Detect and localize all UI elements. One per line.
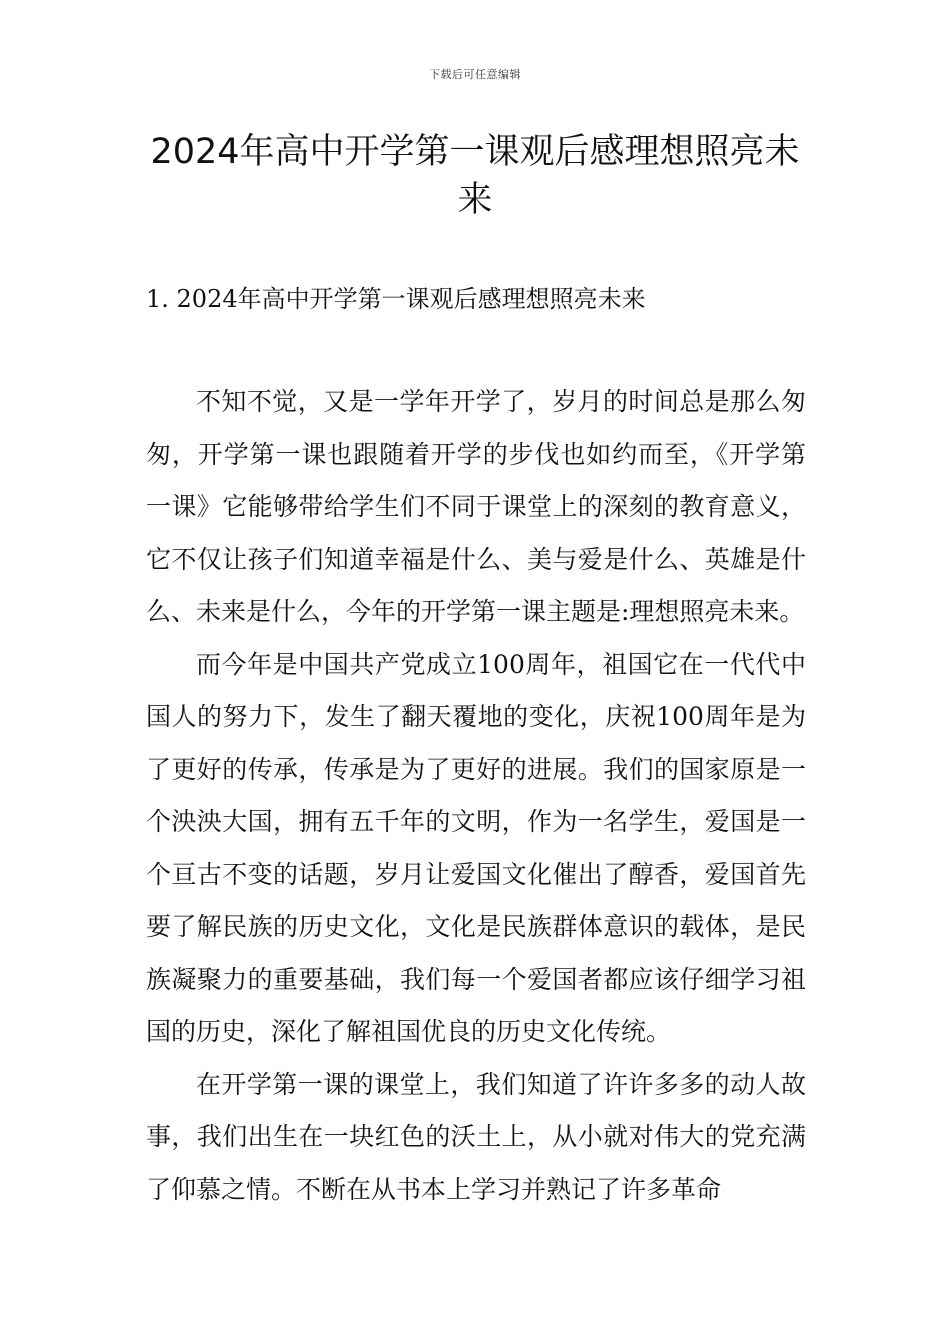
document-body: [146, 376, 806, 1216]
paragraph: 不知不觉，又是一学年开学了，岁月的时间总是那么匆匆，开学第一课也跟随着开学的步伐也如约而至，《开学第一课》它能够带给学生们不同于课堂上的深刻的教育意义，它不仅让孩子们知道幸福是什么、美与爱是什么、英雄是什么、未来是什么，今年的开学第一课主题是:理想照亮未来。: [146, 387, 806, 626]
paragraph: 而今年是中国共产党成立100周年，祖国它在一代代中国人的努力下，发生了翻天覆地的变化，庆祝100周年是为了更好的传承，传承是为了更好的进展。我们的国家原是一个泱泱大国，拥有五千年的文明，作为一名学生，爱国是一个亘古不变的话题，岁月让爱国文化催出了醇香，爱国首先要了解民族的历史文化，文化是民族群体意识的载体，是民族凝聚力的重要基础，我们每一个爱国者都应该仔细学习祖国的历史，深化了解祖国优良的历史文化传统。: [146, 649, 806, 1046]
section-heading: 1. 2024年高中开学第一课观后感理想照亮未来: [146, 285, 646, 313]
paragraph: 在开学第一课的课堂上，我们知道了许许多多的动人故事，我们出生在一块红色的沃土上，从小就对伟大的党充满了仰慕之情。不断在从书本上学习并熟记了许多革命: [146, 1069, 806, 1204]
header-note: 下载后可任意编辑: [429, 68, 521, 81]
document-title: 2024年高中开学第一课观后感理想照亮未来: [150, 132, 800, 220]
